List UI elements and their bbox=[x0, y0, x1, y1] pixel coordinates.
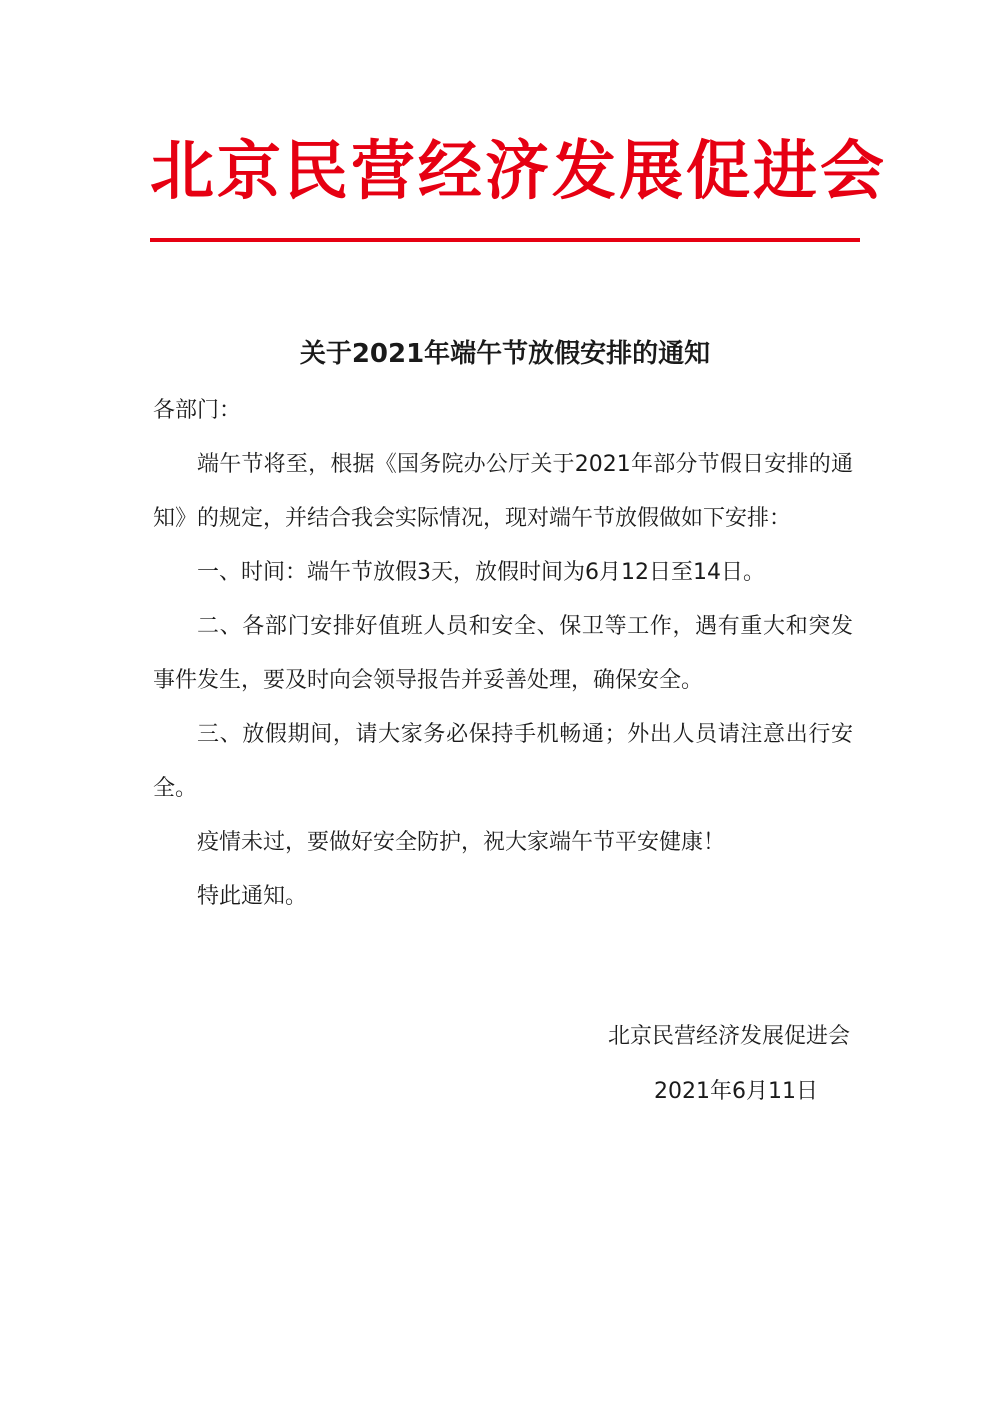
signature-organization: 北京民营经济发展促进会 bbox=[607, 1024, 850, 1049]
letterhead-red-rule bbox=[150, 238, 860, 242]
notice-body bbox=[153, 438, 853, 924]
letterhead-title: 北京民营经济发展促进会 bbox=[150, 134, 887, 209]
paragraph-closing: 特此通知。 bbox=[197, 884, 308, 909]
paragraph-item-duty: 二、各部门安排好值班人员和安全、保卫等工作，遇有重大和突发事件发生，要及时向会领导报告并妥善处理，确保安全。 bbox=[153, 614, 853, 693]
paragraph-intro: 端午节将至，根据《国务院办公厅关于2021年部分节假日安排的通知》的规定，并结合我会实际情况，现对端午节放假做如下安排： bbox=[153, 452, 853, 531]
notice-salutation: 各部门： bbox=[153, 398, 242, 423]
paragraph-item-time: 一、时间：端午节放假3天，放假时间为6月12日至14日。 bbox=[197, 560, 765, 585]
paragraph-item-contact: 三、放假期间，请大家务必保持手机畅通；外出人员请注意出行安全。 bbox=[153, 722, 853, 801]
notice-title: 关于2021年端午节放假安排的通知 bbox=[299, 339, 711, 369]
paragraph-wishes: 疫情未过，要做好安全防护，祝大家端午节平安健康！ bbox=[197, 830, 726, 855]
signature-date: 2021年6月11日 bbox=[654, 1079, 818, 1104]
